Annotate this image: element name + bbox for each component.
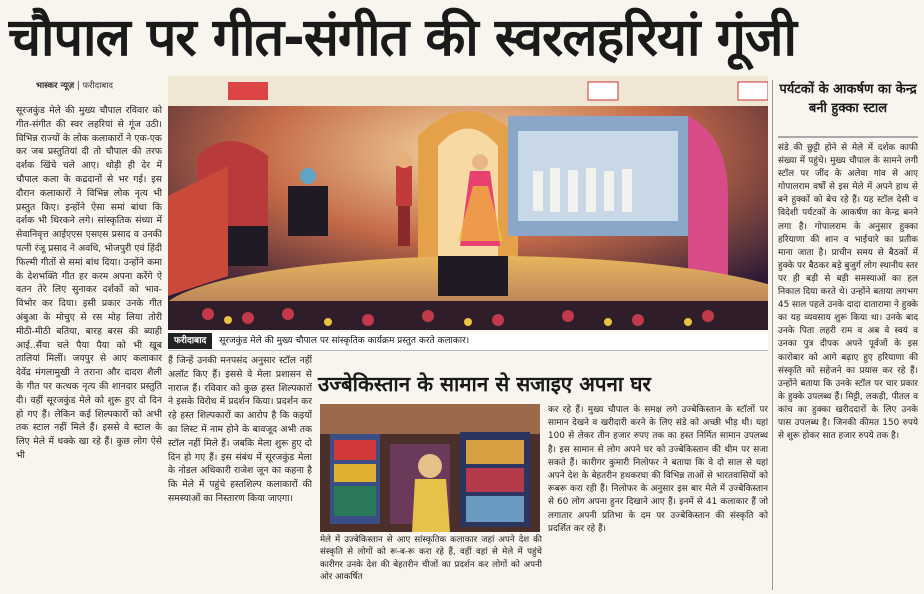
stage-photo-illustration: [168, 76, 768, 330]
stage-photo: [168, 76, 768, 330]
article-column-1: सूरजकुंड मेले की मुख्य चौपाल रविवार को गीत-संगीत की स्वर लहरियां से गूंज उठी। विभिन्न राज्यों के लोक कलाकारों ने एक-एक कर जब प्रस्तुतियां दी तो चौपाल की तरफ दर्शक खिंचे चले आए। थोड़ी ही देर में चौपाल कला के कद्रदानों से भर गई। इस दौरान कलाकारों ने विभिन्न लोक नृत्य भी प्रस्तुत किए। इन्होंने ऐसा समां बांधा कि दर्शक भी थिरकने लगे। सांस्कृतिक संध्या में सेवानिवृत्त आईएएस एसएस प्रसाद व उनकी पत्नी रंजू प्रसाद ने अवधि, भोजपुरी एवं हिंदी फिल्मी गीतों से समां बांध दिया। उन्होंने कमा के देशभक्ति गीत हर करम अपना करेंगे ऐ वतन तेरे लिए सुनाकर दर्शकों को भाव-विभोर कर दिया। इसी प्रकार उनके गीत अंबुआ के मोचुए से रस मोह लिया तोरी मीठी-मीठी बतिया, बारह बरस की ब्याही आई..सैंया चले पैया पैया को भी खूब तालियां मिलीं। जयपुर से आए कलाकार देवेंद्र मंगलामुखी ने तराना और दादरा शैली के गीत पर कत्थक नृत्य की शानदार प्रस्तुति दी। वहीं सूरजकुंड मेले को शुरू हुए दो दिन हो गए हैं। लेकिन कई शिल्पकारों को अभी तक स्टाल नहीं मिले हैं। इससे वे स्टाल के लिए मेले में धक्के खा रहे हैं। कुछ लोग ऐसे भी: [16, 105, 162, 461]
byline-sep: |: [76, 81, 83, 91]
subheadline-uzbekistan: उज्बेकिस्तान के सामान से सजाइए अपना घर: [318, 372, 651, 396]
caption-text: सूरजकुंड मेले की मुख्य चौपाल पर सांस्कृतिक कार्यक्रम प्रस्तुत करते कलाकार।: [219, 336, 470, 346]
byline: [36, 80, 113, 91]
article-column-4: कर रहे हैं। मुख्य चौपाल के समक्ष लगे उज्बेकिस्तान के स्टॉलों पर सामान देखने व खरीदारी करने के लिए संडे को अच्छी भीड़ थी। यहां 100 से लेकर तीन हजार रुपए तक का हस्त निर्मित सामान उपलब्ध है। इस सामान से लोग अपने घर को उज्बेकिस्तान की थीम पर सजा सकते हैं। कारीगर कुमारी निलोफर ने बताया कि वे दो साल से यहां अपने देश के बेहतरीन हथकरघा की विभिन्न ताओं से भारतवासियों को रूबरू करा रही हैं। निलोफर के अनुसार इस बार मेले में उज्बेकिस्तान से 60 लोग अपना हुनर दिखाने आए हैं। इनमें से 41 कलाकार हैं जो लगातार अपनी प्रतिभा के दम पर उज्बेकिस्तान की संस्कृति को प्रदर्शित कर रहे हैं।: [548, 405, 768, 534]
article-column-3: मेले में उज्बेकिस्तान से आए सांस्कृतिक कलाकार जहां अपने देश की संस्कृति से लोगों को रू-ब-रू करा रहे हैं, वहीं वहां से मेले में पहुंचे कारीगर उनके देश की बेहतरीन चीजों का प्रदर्शन कर लोगों को अपनी ओर आकर्षित: [320, 535, 542, 583]
uzbek-stall-illustration: [320, 404, 540, 532]
uzbek-stall-photo: [320, 404, 540, 532]
article-column-5: संडे की छुट्टी होने से मेले में दर्शक काफी संख्या में पहुंचे। मुख्य चौपाल के सामने लगी स्टॉल पर जींद के अलेवा गांव से आए गोपालराम वर्षों से इस मेले में अपने हाथ से बने हुक्कों को बेच रहे हैं। यह स्टॉल देसी व विदेशी पर्यटकों के आकर्षण का केन्द्र बनने लगा है। गोपालराम के अनुसार हुक्का हरियाणा की शान व भाईचारे का प्रतीक माना जाता है। प्राचीन समय से बैठकों में हुक्के पर बैठकर बड़े बुजुर्ग लोग स्थानीय स्तर पर ही बड़ी से बड़ी समस्याओं का हल निकाल दिया करते थे। उन्होंने बताया लगभग 45 साल पहले उनके दादा दातारामा ने हुक्के का यह व्यवसाय शुरू किया था। उनके बाद उनके पिता लहरी राम व अब वे स्वयं व उनका पुत्र दीपक अपने पूर्वजों के इस कारोबार को आगे बढ़ाए हुए हरियाणा की संस्कृति को सहेजने का प्रयास कर रहे हैं। उन्होंने बताया कि उनके स्टॉल पर चार प्रकार के हुक्के उपलब्ध हैं। मिट्टी, लकड़ी, पीतल व कांच का हुक्का खरीददारों के लिए उनके पास उपलब्ध है। जिनकी कीमत 150 रुपये से शुरू होकर सात हजार रुपये तक है।: [778, 143, 918, 442]
sidebar-headline: पर्यटकों के आकर्षण का केन्द्र बनी हुक्का स्टाल: [778, 80, 918, 138]
headline: चौपाल पर गीत-संगीत की स्वरलहरियां गूंजी: [8, 8, 796, 68]
byline-city: फरीदाबाद: [82, 81, 113, 91]
column-divider: [772, 80, 773, 590]
byline-source: भास्कर न्यूज़: [36, 81, 75, 91]
caption-place: फरीदाबाद: [168, 333, 212, 349]
article-column-2: हैं जिन्हें उनकी मनपसंद अनुसार स्टॉल नहीं अलॉट किए हैं। इससे वे मेला प्रशासन से नाराज हैं। रविवार को कुछ हस्त शिल्पकारों ने इसके विरोध में प्रदर्शन किया। प्रदर्शन कर रहे हस्त शिल्पकारों का आरोप है कि कइयों का लिस्ट में नाम होने के बावजूद अभी तक स्टॉल नहीं मिले हैं। जबकि मेला शुरू हुए दो दिन हो गए हैं। इस संबंध में सूरजकुंड मेला के नोडल अधिकारी राजेश जून का कहना है कि मेले में पहुंचे हस्तशिल्प कलाकारों की समस्याओं का निस्तारण किया जाएगा।: [168, 355, 312, 504]
photo-caption: [168, 332, 768, 351]
